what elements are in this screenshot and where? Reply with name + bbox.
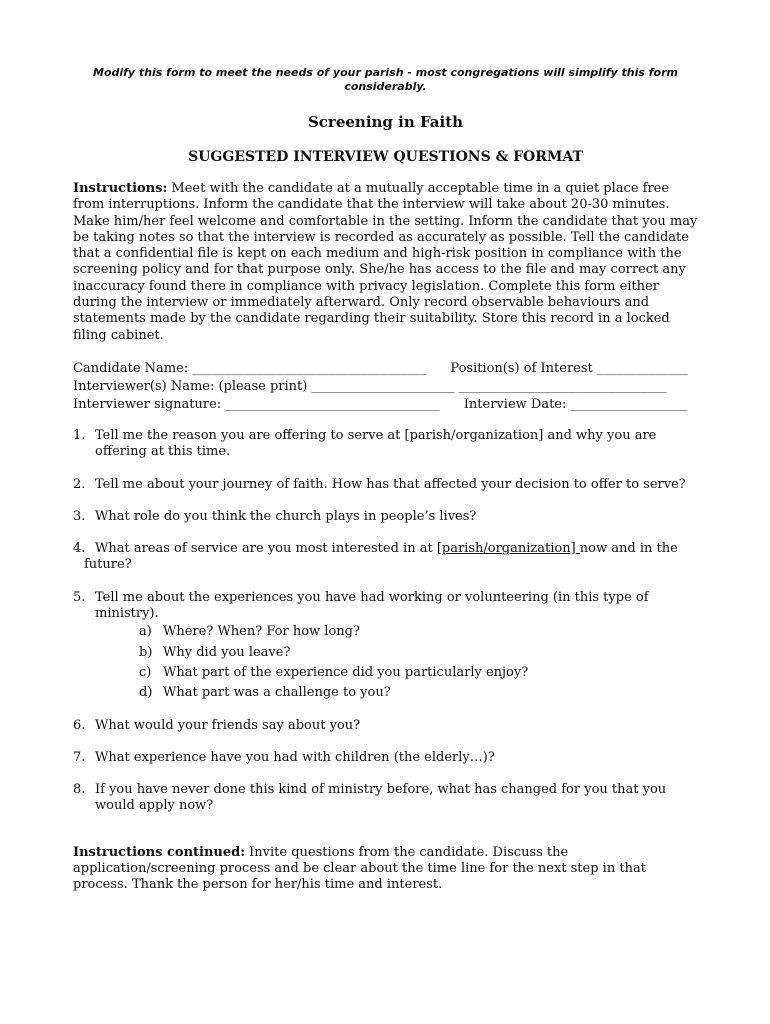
- sub-question-letter: c): [139, 664, 152, 680]
- sub-question-text: What part was a challenge to you?: [163, 685, 391, 701]
- document-page: [73, 66, 698, 894]
- question-text: What role do you think the church plays in people’s lives?: [95, 508, 477, 524]
- question-text: Tell me about the experiences you have had working or volunteering (in this type of ministry).: [95, 589, 649, 622]
- question-number: 3.: [73, 508, 86, 524]
- question-item: [73, 750, 698, 766]
- question-number: 4.: [73, 541, 86, 557]
- question-number: 7.: [73, 749, 86, 765]
- question-text: If you have never done this kind of ministry before, what has changed for you that you would apply now?: [95, 782, 667, 814]
- instructions-paragraph: [73, 181, 698, 344]
- question-underlined-text: [parish/organization]: [436, 541, 580, 557]
- question-text-pre: What areas of service are you most interested in at: [95, 541, 437, 557]
- question-text: What would your friends say about you?: [95, 717, 361, 733]
- sub-question-item: [139, 685, 698, 701]
- instructions-text: Meet with the candidate at a mutually acceptable time in a quiet place free from interruptions. Inform the candidate that the interview will take about 20-30 minutes. Make him/her feel welcome and comfortable in the setting. Inform the candidate that you may be taking notes so that the interview is recorded as accurately as possible. Tell the candidate that a confidential file is kept on each medium and high-risk position in compliance with the screening policy and for that purpose only. She/he has access to the file and may correct any inaccuracy found there in compliance with privacy legislation. Complete this form either during the interview or immediately afterward. Only record observable behaviours and statements made by the candidate regarding their suitability. Store this record in a locked filing cabinet.: [73, 181, 698, 343]
- question-item: [73, 541, 698, 574]
- document-title: Screening in Faith: [307, 113, 464, 131]
- question-list: [73, 428, 698, 815]
- question-number: 6.: [73, 717, 86, 733]
- sub-question-letter: b): [139, 644, 153, 660]
- instructions-label: Instructions:: [73, 181, 168, 196]
- document-subtitle: SUGGESTED INTERVIEW QUESTIONS & FORMAT: [188, 149, 583, 165]
- question-number: 1.: [73, 427, 86, 443]
- sub-question-letter: a): [139, 624, 152, 640]
- interviewer-signature-field[interactable]: Interviewer signature: _________________________________: [73, 396, 440, 412]
- candidate-name-field[interactable]: Candidate Name: ____________________________________: [73, 360, 427, 376]
- question-text: Tell me about your journey of faith. How has that affected your decision to offer to serve?: [95, 476, 686, 492]
- question-item: [73, 509, 698, 525]
- sub-question-item: [139, 665, 698, 681]
- closing-text: Invite questions from the candidate. Discuss the application/screening process and be clear about the time line for the next step in that process. Thank the person for her/his time and interest.: [73, 844, 646, 893]
- position-field[interactable]: Position(s) of Interest ______________: [450, 360, 688, 376]
- candidate-name-field-row: [73, 360, 698, 378]
- question-item: [73, 590, 698, 702]
- sub-question-item: [139, 645, 698, 661]
- question-text: What experience have you had with children (the elderly…)?: [95, 749, 495, 765]
- sub-question-text: What part of the experience did you particularly enjoy?: [163, 664, 529, 680]
- question-number: 8.: [73, 782, 86, 798]
- interviewer-signature-row: [73, 396, 698, 414]
- question-item: [73, 428, 698, 461]
- interviewer-name-field[interactable]: Interviewer(s) Name: (please print) ______________________ ________________________________: [73, 378, 667, 394]
- sub-question-list: [139, 624, 698, 701]
- interview-date-field[interactable]: Interview Date: __________________: [463, 396, 688, 412]
- sub-question-text: Where? When? For how long?: [163, 624, 360, 640]
- closing-label: Instructions continued:: [73, 844, 246, 860]
- sub-question-letter: d): [139, 685, 153, 701]
- candidate-fields: [73, 360, 698, 414]
- form-note: Modify this form to meet the needs of your parish - most congregations will simplify this form considerably.: [93, 66, 678, 93]
- sub-question-text: Why did you leave?: [163, 644, 291, 660]
- question-item: [73, 477, 698, 493]
- question-number: 5.: [73, 589, 86, 605]
- question-item: [73, 782, 698, 815]
- question-number: 2.: [73, 476, 86, 492]
- closing-instructions: [73, 845, 698, 894]
- question-text-post: now and in the future?: [84, 541, 678, 573]
- question-item: [73, 718, 698, 734]
- question-text: Tell me the reason you are offering to serve at [parish/organization] and why you are offering at this time.: [95, 427, 657, 460]
- sub-question-item: [139, 624, 698, 640]
